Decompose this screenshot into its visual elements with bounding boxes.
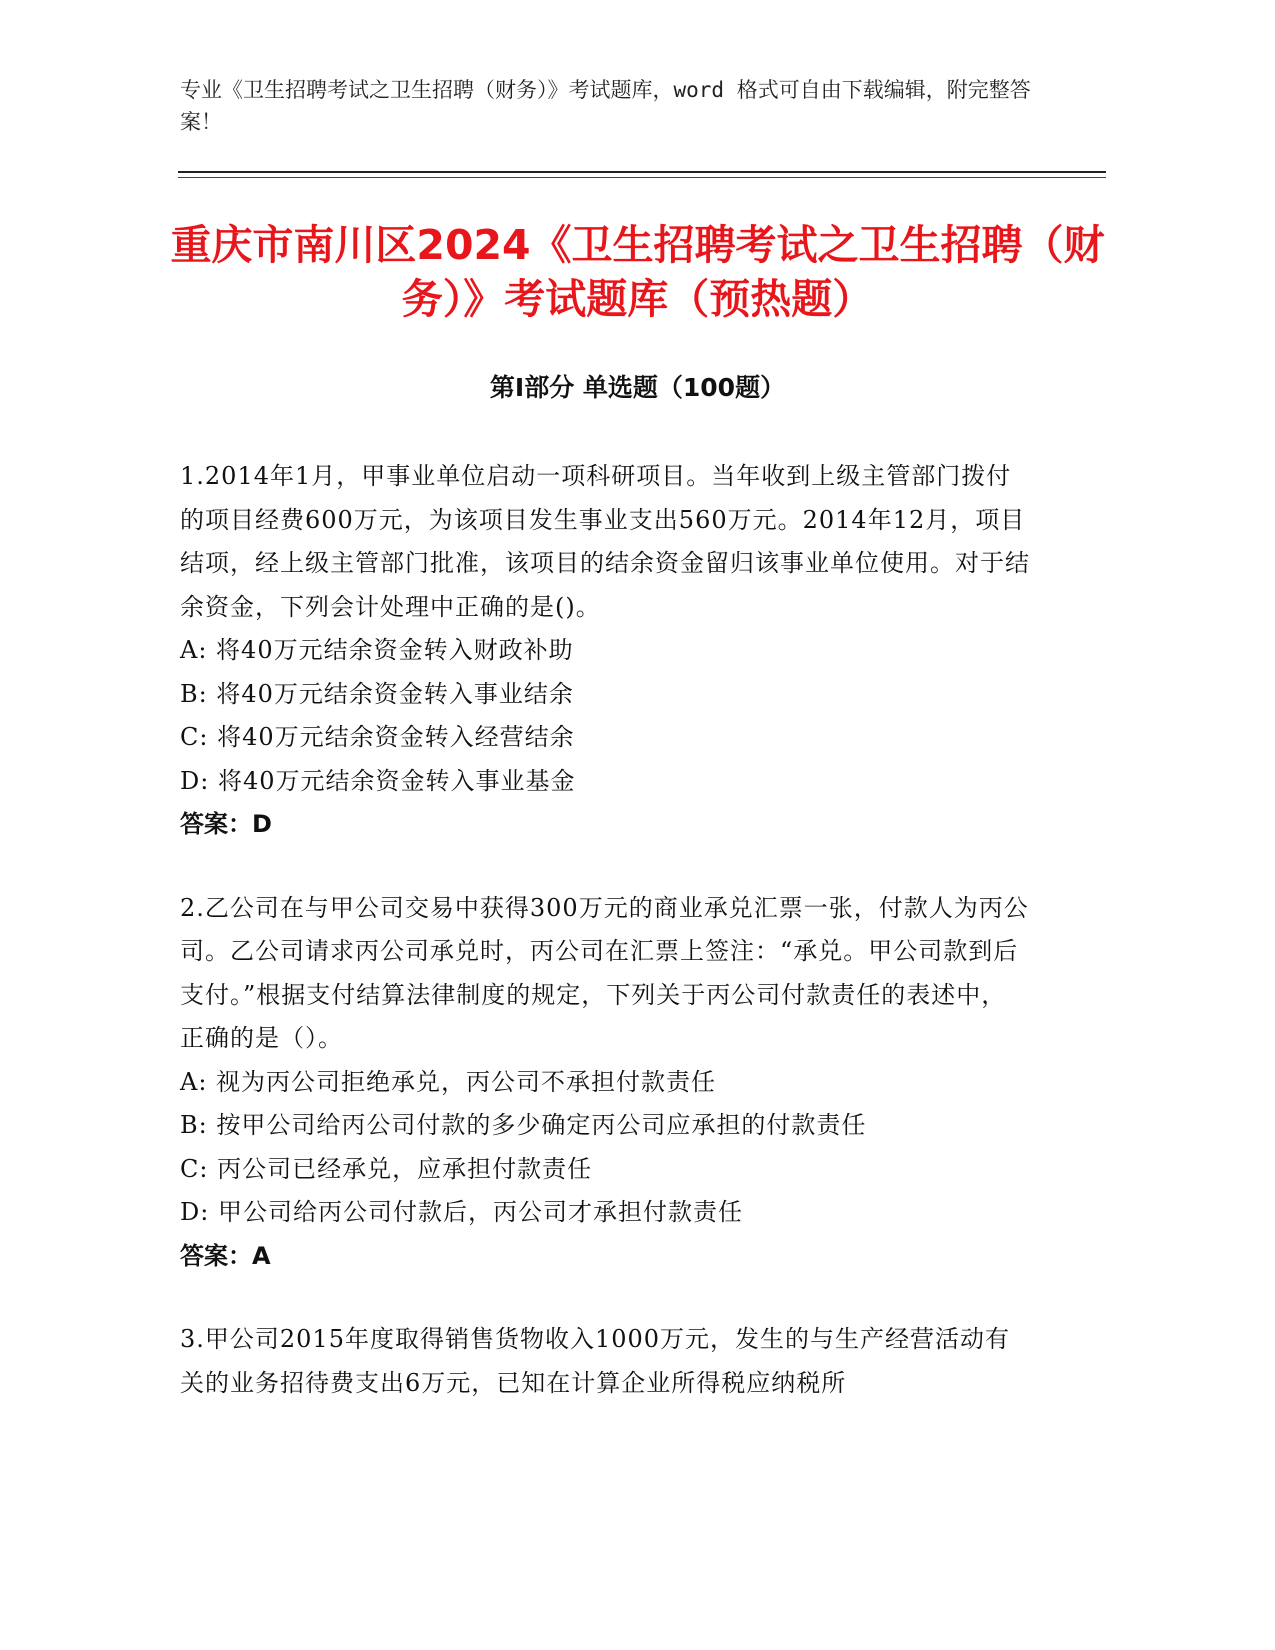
question-list xyxy=(180,455,1030,1445)
answer: 答案：D xyxy=(180,810,272,838)
header-rule-thin xyxy=(178,177,1106,178)
option-b: B: 将40万元结余资金转入事业结余 xyxy=(180,679,574,708)
question-3 xyxy=(180,1318,1030,1405)
question-text: 3.甲公司2015年度取得销售货物收入1000万元，发生的与生产经营活动有关的业务招待费支出6万元，已知在计算企业所得税应纳税所 xyxy=(180,1325,1011,1397)
question-text: 1.2014年1月，甲事业单位启动一项科研项目。当年收到上级主管部门拨付的项目经费600万元，为该项目发生事业支出560万元。2014年12月，项目结项，经上级主管部门批准，该项目的结余资金留归该事业单位使用。对于结余资金，下列会计处理中正确的是()。 xyxy=(180,462,1030,621)
option-a: A: 将40万元结余资金转入财政补助 xyxy=(180,636,574,664)
question-text: 2.乙公司在与甲公司交易中获得300万元的商业承兑汇票一张，付款人为丙公司。乙公司请求丙公司承兑时，丙公司在汇票上签注：“承兑。甲公司款到后支付。”根据支付结算法律制度的规定，下列关于丙公司付款责任的表述中，正确的是（）。 xyxy=(180,893,1029,1052)
option-d: D: 将40万元结余资金转入事业基金 xyxy=(180,766,576,795)
option-d: D: 甲公司给丙公司付款后，丙公司才承担付款责任 xyxy=(180,1198,743,1226)
option-c: C: 丙公司已经承兑，应承担付款责任 xyxy=(180,1154,593,1183)
section-heading: 第Ⅰ部分 单选题（100题） xyxy=(489,373,786,402)
question-1 xyxy=(180,455,1030,847)
answer: 答案：A xyxy=(180,1241,271,1270)
question-2 xyxy=(180,887,1030,1279)
document-title: 重庆市南川区2024《卫生招聘考试之卫生招聘（财务）》考试题库（预热题） xyxy=(170,221,1105,323)
option-a: A: 视为丙公司拒绝承兑，丙公司不承担付款责任 xyxy=(180,1067,717,1096)
header-note: 专业《卫生招聘考试之卫生招聘（财务）》考试题库，word 格式可自由下载编辑，附完整答案！ xyxy=(180,78,1031,134)
header-rule-thick xyxy=(178,171,1106,173)
option-c: C: 将40万元结余资金转入经营结余 xyxy=(180,723,575,751)
option-b: B: 按甲公司给丙公司付款的多少确定丙公司应承担的付款责任 xyxy=(180,1111,867,1139)
